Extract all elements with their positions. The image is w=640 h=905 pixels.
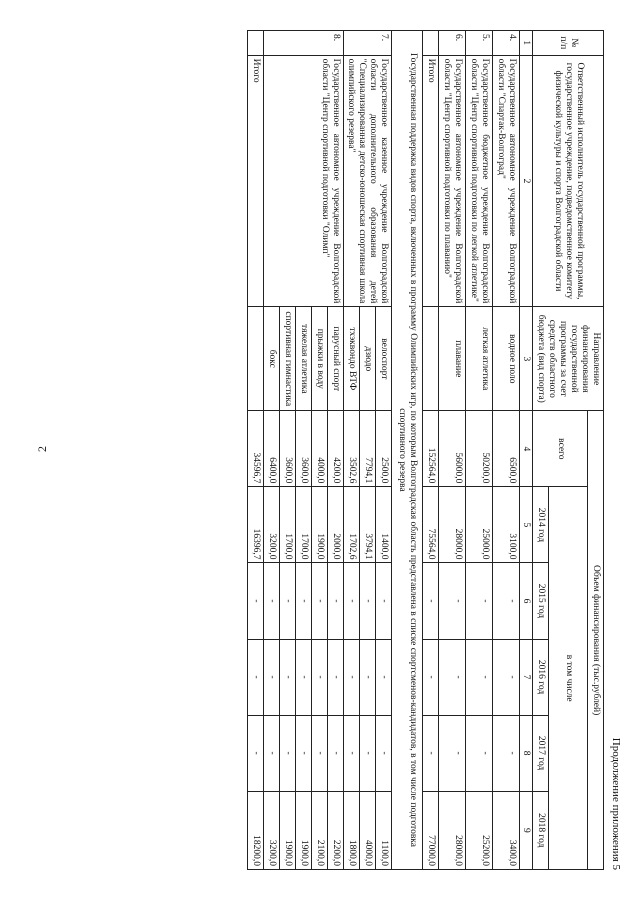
row-total: 50200,0 — [465, 411, 492, 487]
row-2018: 28000,0 — [439, 791, 466, 869]
row-2018: 1100,0 — [376, 791, 392, 869]
header-funding: Объем финансирования (тыс.рублей) — [588, 411, 604, 870]
row-2017: - — [263, 715, 279, 791]
row-2018: 2200,0 — [327, 791, 343, 869]
row-2018: 1800,0 — [343, 791, 359, 869]
row-sport: дзюдо — [359, 307, 375, 411]
row-2017: - — [295, 715, 311, 791]
row-2017: - — [311, 715, 327, 791]
row-2016: - — [465, 639, 492, 715]
row-2014: 3794,1 — [359, 487, 375, 563]
row-2018: 1900,0 — [295, 791, 311, 869]
header-direction: Направление финансирования государственной программы за счет средств областного бюджета (вид спорта) — [533, 307, 604, 411]
row-2014: 2000,0 — [327, 487, 343, 563]
row-2016: - — [279, 639, 295, 715]
row-2015: - — [327, 563, 343, 639]
row-2018: 2100,0 — [311, 791, 327, 869]
row-2014: 1702,6 — [343, 487, 359, 563]
total-label: Итого — [423, 55, 439, 307]
row-no: 8. — [263, 31, 343, 56]
section-title: Государственная поддержка видов спорта, включенных в программу Олимпийских игр, по которым Волгоградская область представлена в списке спортсменов-кандидатов, в том числе подготовка спортивного резерва — [392, 31, 423, 870]
row-2015: - — [263, 563, 279, 639]
row-total: 6400,0 — [263, 411, 279, 487]
total-2014: 75564,0 — [423, 487, 439, 563]
row-2016: - — [343, 639, 359, 715]
row-2016: - — [439, 639, 466, 715]
table-row — [492, 31, 519, 870]
row-2018: 25200,0 — [465, 791, 492, 869]
header-year-2014: 2014 год — [533, 487, 549, 563]
total-2015: - — [423, 563, 439, 639]
row-no: 4. — [492, 31, 519, 56]
row-2015: - — [376, 563, 392, 639]
row-2016: - — [359, 639, 375, 715]
total-row — [423, 31, 439, 870]
total-row — [248, 31, 264, 870]
row-total: 56000,0 — [439, 411, 466, 487]
row-executor: Государственное бюджетное учреждение Волгоградской области "Центр спортивной подготовки по легкой атлетике" — [465, 55, 492, 307]
row-no: 6. — [439, 31, 466, 56]
row-total: 4200,0 — [327, 411, 343, 487]
total-2015: - — [248, 563, 264, 639]
row-total: 6500,0 — [492, 411, 519, 487]
column-numbers-row — [519, 31, 533, 870]
row-2016: - — [492, 639, 519, 715]
row-2014: 3200,0 — [263, 487, 279, 563]
table-row — [327, 31, 343, 870]
row-2014: 1700,0 — [279, 487, 295, 563]
row-2017: - — [327, 715, 343, 791]
header-year-2016: 2016 год — [533, 639, 549, 715]
row-2016: - — [327, 639, 343, 715]
row-sport: велоспорт — [376, 307, 392, 411]
row-2015: - — [279, 563, 295, 639]
table-row — [376, 31, 392, 870]
row-2017: - — [465, 715, 492, 791]
row-2018: 1900,0 — [279, 791, 295, 869]
section-row — [392, 31, 423, 870]
row-2016: - — [295, 639, 311, 715]
row-sport: парусный спорт — [327, 307, 343, 411]
row-total: 3600,0 — [279, 411, 295, 487]
row-executor: Государственное автономное учреждение Волгоградской области "Центр спортивной подготовки "Олимп" — [263, 55, 343, 307]
col-number: 4 — [519, 411, 533, 487]
row-sport: водное поло — [492, 307, 519, 411]
col-number: 5 — [519, 487, 533, 563]
col-number: 1 — [519, 31, 533, 56]
row-2015: - — [311, 563, 327, 639]
row-sport: прыжки в воду — [311, 307, 327, 411]
total-2018: 77000,0 — [423, 791, 439, 869]
header-executor: Ответственный исполнитель государственной программы, государственное учреждение, подведомственное комитету физической культуры и спорта Волгоградской области — [533, 55, 604, 307]
row-2014: 28000,0 — [439, 487, 466, 563]
row-sport: тяжелая атлетика — [295, 307, 311, 411]
row-2015: - — [359, 563, 375, 639]
total-2018: 18200,0 — [248, 791, 264, 869]
row-2015: - — [465, 563, 492, 639]
row-2014: 1700,0 — [295, 487, 311, 563]
total-2014: 16396,7 — [248, 487, 264, 563]
row-executor: Государственное казенное учреждение Волгоградской области дополнительного образования детей "Специализированная детско-юношеская спортивная школа олимпийского резерва" — [343, 55, 392, 307]
row-no: 5. — [465, 31, 492, 56]
col-number: 3 — [519, 307, 533, 411]
total-all: 34596,7 — [248, 411, 264, 487]
row-2014: 25000,0 — [465, 487, 492, 563]
empty-cell — [248, 31, 264, 56]
row-total: 7794,1 — [359, 411, 375, 487]
col-number: 6 — [519, 563, 533, 639]
row-2015: - — [439, 563, 466, 639]
row-executor: Государственное автономное учреждение Волгоградской области "Спартак-Волгоград" — [492, 55, 519, 307]
col-number: 2 — [519, 55, 533, 307]
empty-cell — [423, 31, 439, 56]
header-year-2015: 2015 год — [533, 563, 549, 639]
col-number: 8 — [519, 715, 533, 791]
funding-table — [247, 30, 604, 870]
page-number: 2 — [35, 446, 49, 452]
total-all: 152564,0 — [423, 411, 439, 487]
row-total: 4000,0 — [311, 411, 327, 487]
row-2016: - — [376, 639, 392, 715]
row-total: 3502,6 — [343, 411, 359, 487]
row-2015: - — [295, 563, 311, 639]
table-row — [439, 31, 466, 870]
row-2014: 1900,0 — [311, 487, 327, 563]
total-2016: - — [423, 639, 439, 715]
row-2018: 4000,0 — [359, 791, 375, 869]
row-total: 2500,0 — [376, 411, 392, 487]
header-row-1 — [588, 31, 604, 870]
row-no: 7. — [343, 31, 392, 56]
row-sport: легкая атлетика — [465, 307, 492, 411]
row-sport: тхэквондо ВТФ — [343, 307, 359, 411]
row-sport: спортивная гимнастика — [279, 307, 295, 411]
row-2015: - — [492, 563, 519, 639]
header-year-2018: 2018 год — [533, 791, 549, 869]
row-2016: - — [311, 639, 327, 715]
table-row — [465, 31, 492, 870]
header-year-2017: 2017 год — [533, 715, 549, 791]
total-2017: - — [248, 715, 264, 791]
row-2017: - — [492, 715, 519, 791]
empty-cell — [423, 307, 439, 411]
header-including: в том числе — [549, 487, 588, 870]
total-2017: - — [423, 715, 439, 791]
row-2014: 1400,0 — [376, 487, 392, 563]
row-executor: Государственное автономное учреждение Волгоградской области "Центр спортивной подготовки по плаванию" — [439, 55, 466, 307]
row-2017: - — [343, 715, 359, 791]
header-no: № п/п — [533, 31, 604, 56]
row-2018: 3400,0 — [492, 791, 519, 869]
col-number: 9 — [519, 791, 533, 869]
row-2017: - — [376, 715, 392, 791]
row-2018: 3200,0 — [263, 791, 279, 869]
row-sport: бокс — [263, 307, 279, 411]
header-total: всего — [533, 411, 588, 487]
row-2017: - — [439, 715, 466, 791]
row-2015: - — [343, 563, 359, 639]
row-2014: 3100,0 — [492, 487, 519, 563]
continuation-title: Продолжение приложения 5 — [610, 737, 622, 870]
total-2016: - — [248, 639, 264, 715]
row-2017: - — [279, 715, 295, 791]
row-2016: - — [263, 639, 279, 715]
empty-cell — [248, 307, 264, 411]
total-label: Итого — [248, 55, 264, 307]
row-2017: - — [359, 715, 375, 791]
row-sport: плавание — [439, 307, 466, 411]
row-total: 3600,0 — [295, 411, 311, 487]
col-number: 7 — [519, 639, 533, 715]
